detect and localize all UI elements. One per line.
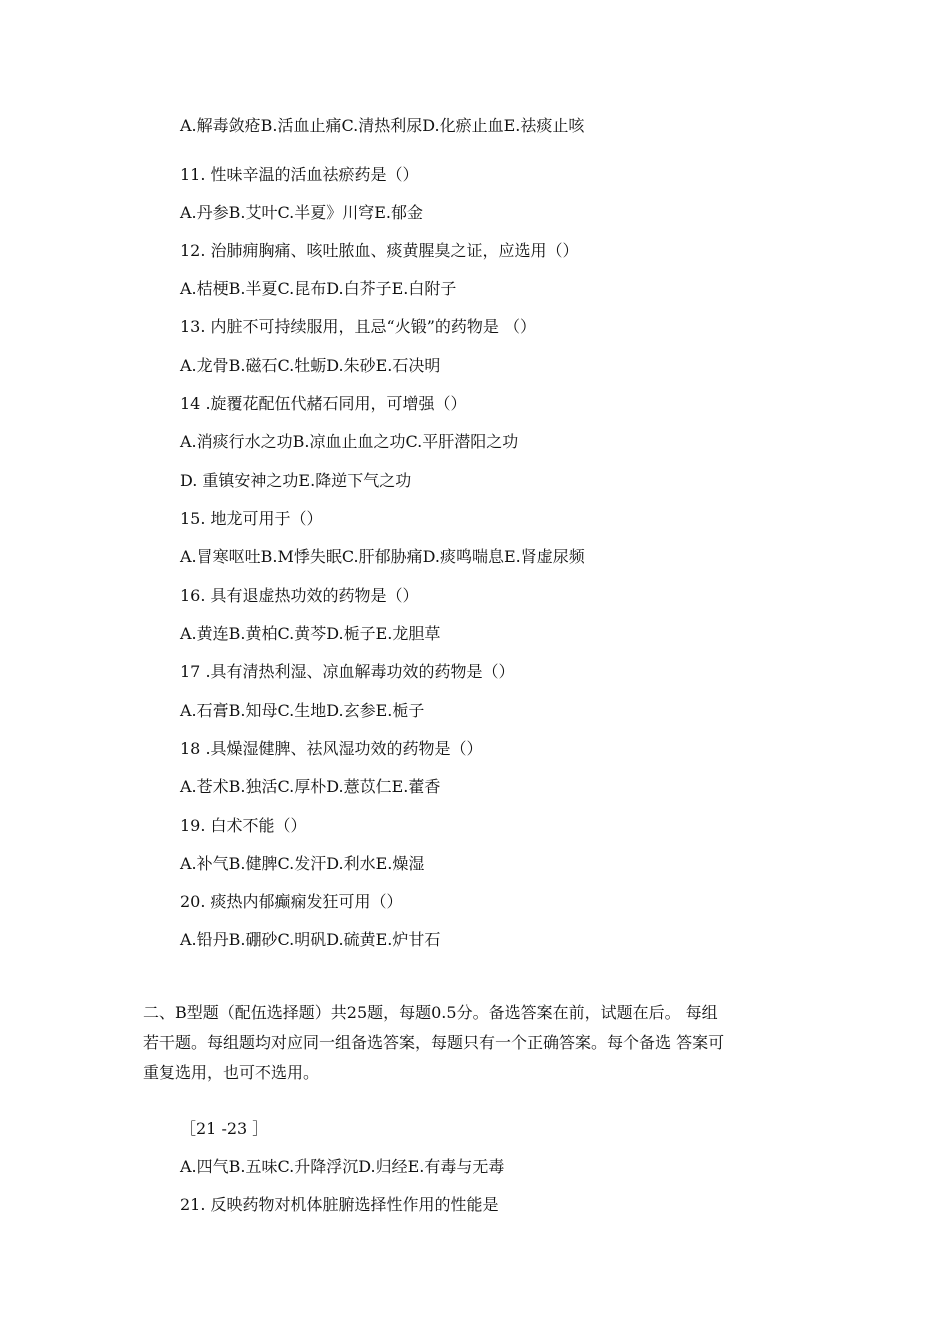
options-line-14a: A.消痰行水之功B.凉血止血之功C.平肝潜阳之功	[180, 432, 519, 451]
options-line-12: A.桔梗B.半夏C.昆布D.白芥子E.白附子	[180, 279, 457, 298]
question-16: 16. 具有退虚热功效的药物是（）	[180, 586, 419, 605]
section-b-line: 二、B型题（配伍选择题）共25题，每题0.5分。备选答案在前，试题在后。 每组	[143, 1003, 718, 1022]
question-11: 11. 性味辛温的活血祛瘀药是（）	[180, 165, 419, 184]
options-line-10: A.解毒敛疮B.活血止痛C.清热利尿D.化瘀止血E.祛痰止咳	[180, 116, 585, 135]
options-line-17: A.石膏B.知母C.生地D.玄参E.栀子	[180, 701, 425, 720]
options-line-21-23: A.四气B.五味C.升降浮沉D.归经E.有毒与无毒	[180, 1157, 505, 1176]
question-21: 21. 反映药物对机体脏腑选择性作用的性能是	[180, 1195, 499, 1214]
section-b-line: 若干题。每组题均对应同一组备选答案，每题只有一个正确答案。每个备选 答案可	[143, 1033, 725, 1052]
options-line-11: A.丹参B.艾叶C.半夏》川穹E.郁金	[180, 203, 424, 222]
section-b-instructions	[143, 998, 813, 1088]
options-line-19: A.补气B.健脾C.发汗D.利水E.燥湿	[180, 854, 425, 873]
question-18: 18 .具燥湿健脾、祛风湿功效的药物是（）	[180, 739, 483, 758]
question-14: 14 .旋覆花配伍代赭石同用，可增强（）	[180, 394, 467, 413]
section-b-line: 重复选用，也可不选用。	[143, 1063, 320, 1082]
options-line-18: A.苍术B.独活C.厚朴D.薏苡仁E.藿香	[180, 777, 441, 796]
options-line-16: A.黄连B.黄柏C.黄芩D.栀子E.龙胆草	[180, 624, 441, 643]
question-19: 19. 白术不能（）	[180, 816, 307, 835]
options-line-13: A.龙骨B.磁石C.牡蛎D.朱砂E.石决明	[180, 356, 441, 375]
question-15: 15. 地龙可用于（）	[180, 509, 323, 528]
options-line-20: A.铅丹B.硼砂C.明矾D.硫黄E.炉甘石	[180, 930, 441, 949]
question-20: 20. 痰热内郁癫痫发狂可用（）	[180, 892, 403, 911]
question-13: 13. 内脏不可持续服用，且忌“火锻”的药物是 （）	[180, 317, 536, 336]
options-line-15: A.冒寒呕吐B.M悸失眠C.肝郁胁痛D.痰鸣喘息E.肾虚尿频	[180, 547, 585, 566]
options-line-14b: D. 重镇安神之功E.降逆下气之功	[180, 471, 412, 490]
group-label-21-23: ［21 -23 ］	[180, 1119, 269, 1138]
question-17: 17 .具有清热利湿、凉血解毒功效的药物是（）	[180, 662, 515, 681]
question-12: 12. 治肺痈胸痛、咳吐脓血、痰黄腥臭之证，应选用（）	[180, 241, 579, 260]
